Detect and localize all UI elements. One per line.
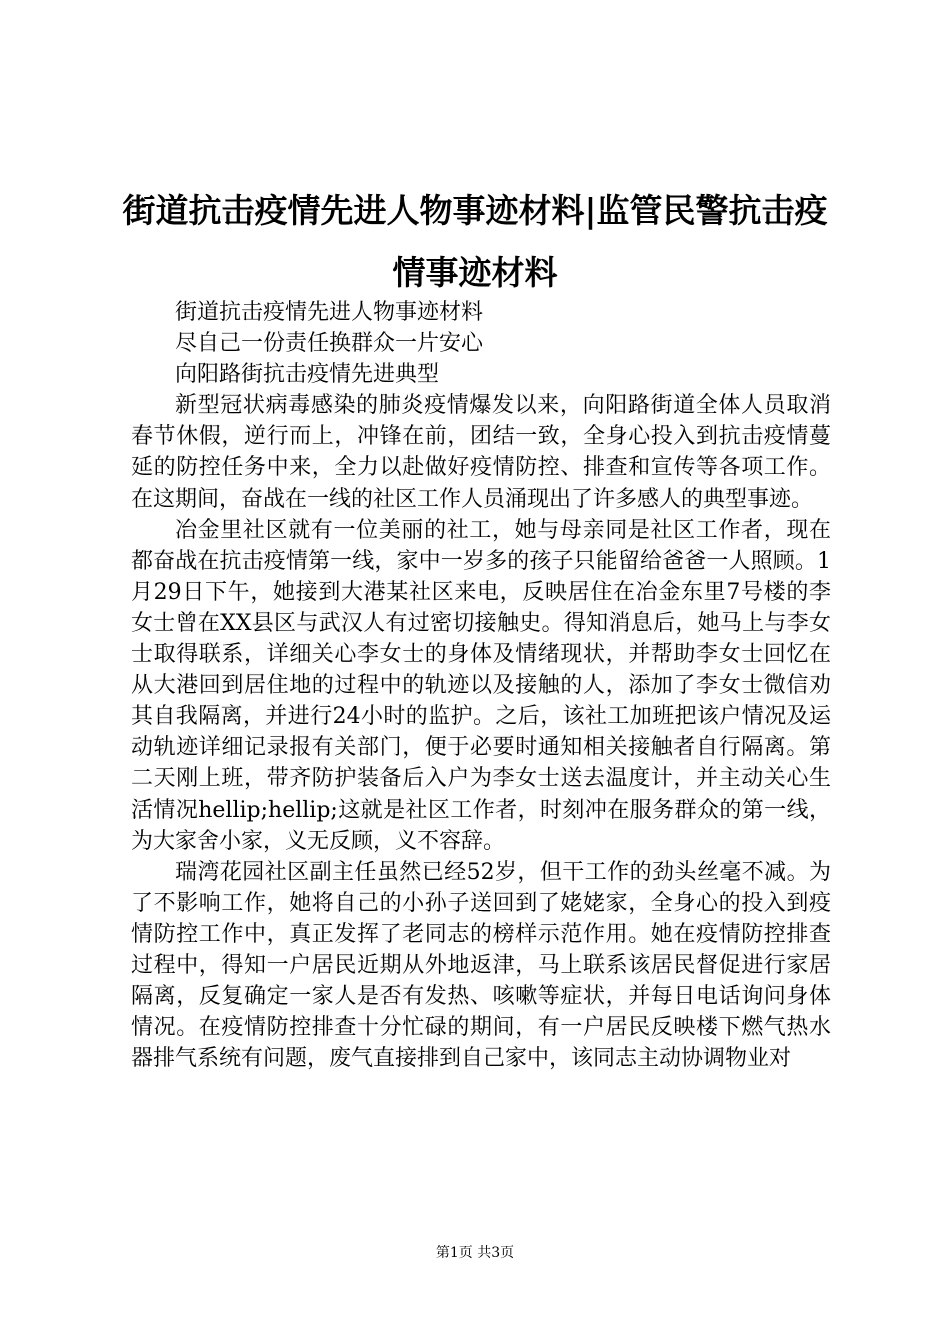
page-number-footer: 第1页 共3页 — [435, 1245, 515, 1261]
body-paragraph: 瑞湾花园社区副主任虽然已经52岁，但干工作的劲头丝毫不减。为了不影响工作，她将自己的小孙子送回到了姥姥家，全身心的投入到疫情防控工作中，真正发挥了老同志的榜样示范作用。她在疫情防控排查过程中，得知一户居民近期从外地返津，马上联系该居民督促进行家居隔离，反复确定一家人是否有发热、咳嗽等症状，并每日电话询问身体情况。在疫情防控排查十分忙碌的期间，有一户居民反映楼下燃气热水器排气系统有问题，废气直接排到自己家中，该同志主动协调物业对 — [131, 859, 831, 1072]
document-body — [131, 297, 831, 1074]
body-paragraph: 冶金里社区就有一位美丽的社工，她与母亲同是社区工作者，现在都奋战在抗击疫情第一线，家中一岁多的孩子只能留给爸爸一人照顾。1月29日下午，她接到大港某社区来电，反映居住在冶金东里7号楼的李女士曾在XX县区与武汉人有过密切接触史。得知消息后，她马上与李女士取得联系，详细关心李女士的身体及情绪现状，并帮助李女士回忆在从大港回到居住地的过程中的轨迹以及接触的人，添加了李女士微信劝其自我隔离，并进行24小时的监护。之后，该社工加班把该户情况及运动轨迹详细记录报有关部门，便于必要时通知相关接触者自行隔离。第二天刚上班，带齐防护装备后入户为李女士送去温度计，并主动关心生活情况hellip;hellip;这就是社区工作者，时刻冲在服务群众的第一线，为大家舍小家，义无反顾，义不容辞。 — [131, 517, 831, 854]
subtitle-line: 向阳路街抗击疫情先进典型 — [175, 362, 440, 388]
document-title: 街道抗击疫情先进人物事迹材料|监管民警抗击疫情事迹材料 — [122, 191, 828, 292]
subtitle-line: 街道抗击疫情先进人物事迹材料 — [175, 300, 484, 325]
body-paragraph: 新型冠状病毒感染的肺炎疫情爆发以来，向阳路街道全体人员取消春节休假，逆行而上，冲锋在前，团结一致，全身心投入到抗击疫情蔓延的防控任务中来，全力以赴做好疫情防控、排查和宣传等各项工作。在这期间，奋战在一线的社区工作人员涌现出了许多感人的典型事迹。 — [131, 393, 831, 512]
subtitle-line: 尽自己一份责任换群众一片安心 — [175, 331, 484, 357]
